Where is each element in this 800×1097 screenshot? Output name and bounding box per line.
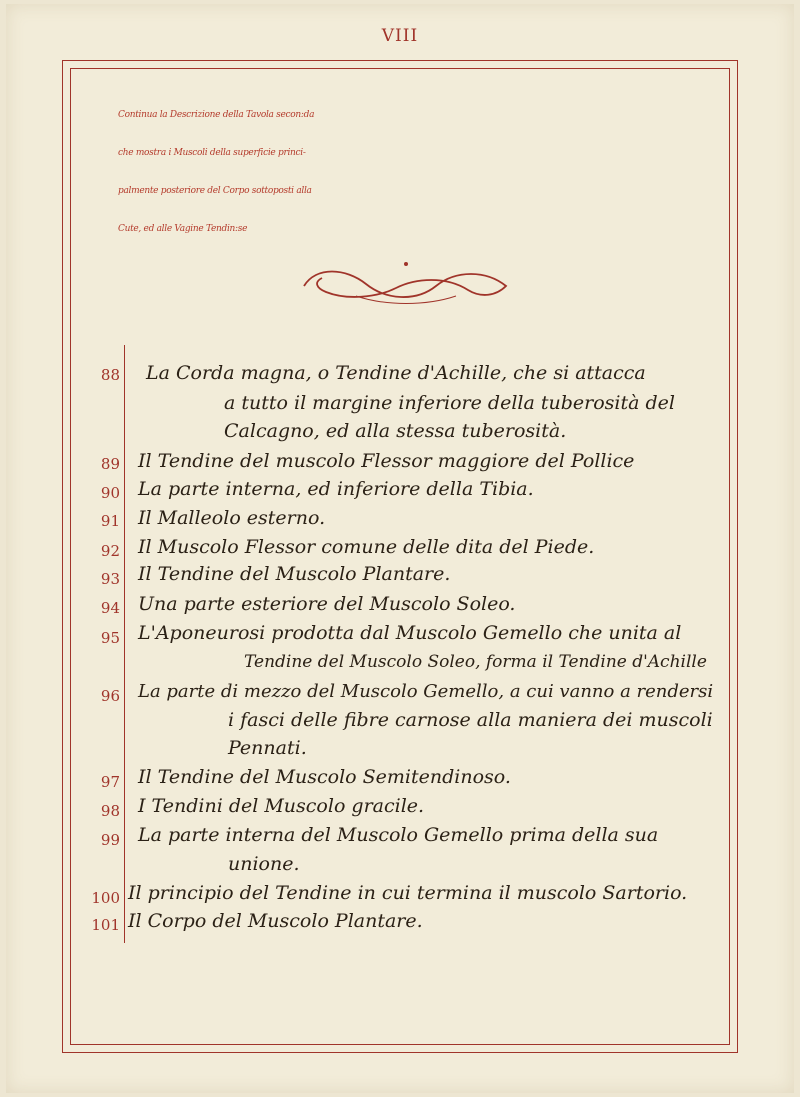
entry-number: 101 xyxy=(91,916,120,934)
entry-text: Tendine del Muscolo Soleo, forma il Tendine d'Achille xyxy=(244,652,707,672)
entry-text: Il Tendine del muscolo Flessor maggiore del Pollice xyxy=(138,450,635,472)
entry-text: La parte interna, ed inferiore della Tibia. xyxy=(138,478,534,500)
entry-number: 100 xyxy=(91,889,120,907)
number-column-rule xyxy=(124,345,125,943)
entry-number: 92 xyxy=(100,542,120,560)
entry-text: Il Corpo del Muscolo Plantare. xyxy=(128,910,423,932)
entry-text: a tutto il margine inferiore della tuberosità del xyxy=(224,392,675,414)
entry-number: 93 xyxy=(100,570,120,588)
page-number: VIII xyxy=(381,26,419,46)
entry-number: 96 xyxy=(100,687,120,705)
entry-number: 94 xyxy=(100,599,120,617)
entry-text: unione. xyxy=(228,853,300,875)
entry-text: Una parte esteriore del Muscolo Soleo. xyxy=(138,593,516,615)
entry-text: Il Muscolo Flessor comune delle dita del Piede. xyxy=(138,536,595,558)
entry-text: La parte di mezzo del Muscolo Gemello, a cui vanno a rendersi xyxy=(138,681,714,702)
title-line: Cute, ed alle Vagine Tendin:se xyxy=(118,224,248,234)
title-line: che mostra i Muscoli della superficie princi- xyxy=(118,148,306,158)
plate-title xyxy=(118,96,738,248)
entry-text: Il Tendine del Muscolo Semitendinoso. xyxy=(138,766,511,788)
entry-text: I Tendini del Muscolo gracile. xyxy=(138,795,425,817)
entry-text: La Corda magna, o Tendine d'Achille, che si attacca xyxy=(146,362,646,384)
title-line: palmente posteriore del Corpo sottoposti alla xyxy=(118,186,312,196)
title-line: Continua la Descrizione della Tavola secon:da xyxy=(118,110,315,120)
entry-number: 98 xyxy=(100,802,120,820)
entry-text: Il Malleolo esterno. xyxy=(138,507,326,529)
entry-text: Calcagno, ed alla stessa tuberosità. xyxy=(224,420,567,442)
entry-text: Pennati. xyxy=(228,737,307,759)
entry-number: 95 xyxy=(100,629,120,647)
entry-number: 99 xyxy=(100,831,120,849)
entry-text: Il principio del Tendine in cui termina il muscolo Sartorio. xyxy=(128,882,688,904)
entry-number: 88 xyxy=(100,366,120,384)
entry-number: 89 xyxy=(100,455,120,473)
entry-number: 91 xyxy=(100,512,120,530)
entry-text: Il Tendine del Muscolo Plantare. xyxy=(138,563,451,585)
entry-text: La parte interna del Muscolo Gemello prima della sua xyxy=(138,824,659,846)
entry-number: 90 xyxy=(100,484,120,502)
calligraphic-flourish-icon xyxy=(296,256,516,316)
entry-number: 97 xyxy=(100,773,120,791)
entry-text: i fasci delle fibre carnose alla maniera dei muscoli xyxy=(228,709,713,731)
entry-text: L'Aponeurosi prodotta dal Muscolo Gemello che unita al xyxy=(138,622,682,644)
